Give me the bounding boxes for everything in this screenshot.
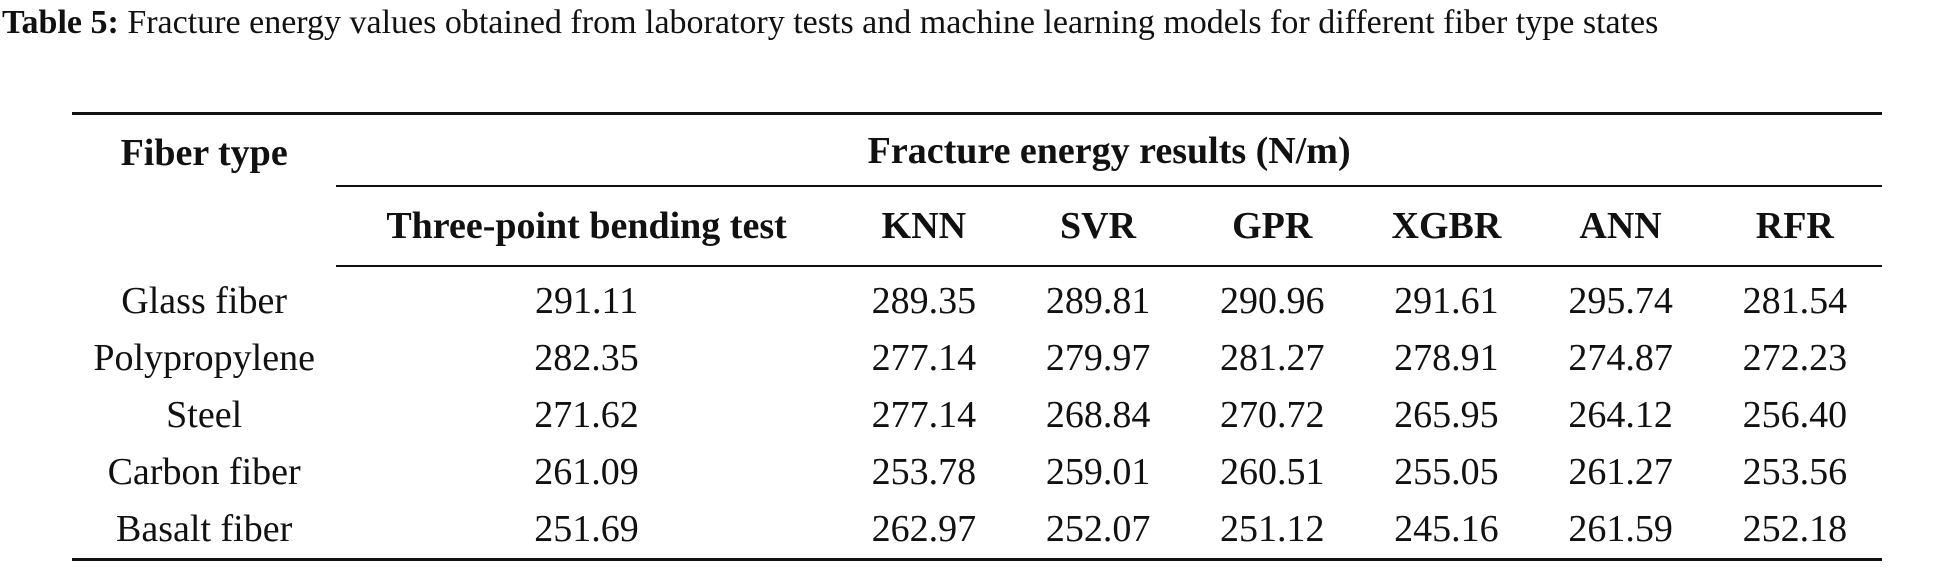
fiber-type-cell: Steel <box>166 394 243 436</box>
column-header-gpr: GPR <box>1185 186 1359 266</box>
fiber-type-header: Fiber type <box>72 114 336 267</box>
value-cell: 281.54 <box>1742 280 1848 322</box>
value-cell: 277.14 <box>871 394 977 436</box>
value-cell: 291.11 <box>535 280 639 322</box>
value-cell: 278.91 <box>1394 337 1499 379</box>
value-cell: 252.18 <box>1708 501 1882 560</box>
table-row <box>72 330 1882 387</box>
value-cell: 260.51 <box>1219 451 1325 493</box>
value-cell: 282.35 <box>534 337 639 379</box>
value-cell: 262.97 <box>837 501 1011 560</box>
value-cell: 255.05 <box>1394 451 1499 493</box>
value-cell: 290.96 <box>1219 280 1325 322</box>
caption-text: Fracture energy values obtained from laboratory tests and machine learning models for different fiber type states <box>127 4 1659 41</box>
value-cell: 268.84 <box>1045 394 1151 436</box>
value-cell: 251.69 <box>336 501 837 560</box>
column-header-xgbr: XGBR <box>1359 186 1533 266</box>
column-header-rfr: RFR <box>1708 186 1882 266</box>
value-cell: 261.27 <box>1568 451 1673 493</box>
value-cell: 289.81 <box>1045 280 1151 322</box>
fiber-type-cell: Carbon fiber <box>107 451 301 493</box>
value-cell: 295.74 <box>1568 280 1673 322</box>
value-cell: 245.16 <box>1359 501 1533 560</box>
value-cell: 253.78 <box>871 451 977 493</box>
value-cell: 274.87 <box>1568 337 1673 379</box>
fracture-energy-group-header: Fracture energy results (N/m) <box>336 114 1882 187</box>
fiber-type-cell: Glass fiber <box>121 279 287 322</box>
table-row <box>72 444 1882 501</box>
fiber-type-cell: Polypropylene <box>93 337 315 379</box>
value-cell: 251.12 <box>1185 501 1359 560</box>
fracture-energy-table <box>72 112 1882 561</box>
value-cell: 272.23 <box>1742 337 1848 379</box>
value-cell: 277.14 <box>871 337 977 379</box>
value-cell: 259.01 <box>1045 451 1151 493</box>
value-cell: 253.56 <box>1742 451 1848 493</box>
value-cell: 261.59 <box>1534 501 1708 560</box>
value-cell: 289.35 <box>871 280 977 322</box>
table-row <box>72 387 1882 444</box>
value-cell: 279.97 <box>1045 337 1151 379</box>
value-cell: 265.95 <box>1394 394 1499 436</box>
value-cell: 271.62 <box>534 394 639 436</box>
table-row <box>72 501 1882 560</box>
column-header-svr: SVR <box>1011 186 1185 266</box>
value-cell: 291.61 <box>1394 280 1499 322</box>
value-cell: 261.09 <box>534 451 639 493</box>
column-header-three-point-bending: Three-point bending test <box>336 186 837 266</box>
value-cell: 256.40 <box>1742 394 1848 436</box>
value-cell: 264.12 <box>1568 394 1673 436</box>
results-table-container <box>72 112 1882 561</box>
fiber-type-cell: Basalt fiber <box>72 501 336 560</box>
value-cell: 281.27 <box>1219 337 1325 379</box>
column-header-knn: KNN <box>837 186 1011 266</box>
table-caption <box>2 2 1952 43</box>
value-cell: 252.07 <box>1011 501 1185 560</box>
column-header-row <box>72 186 1882 266</box>
value-cell: 270.72 <box>1219 394 1325 436</box>
table-row <box>72 266 1882 330</box>
column-header-ann: ANN <box>1534 186 1708 266</box>
caption-label: Table 5: <box>2 4 119 41</box>
